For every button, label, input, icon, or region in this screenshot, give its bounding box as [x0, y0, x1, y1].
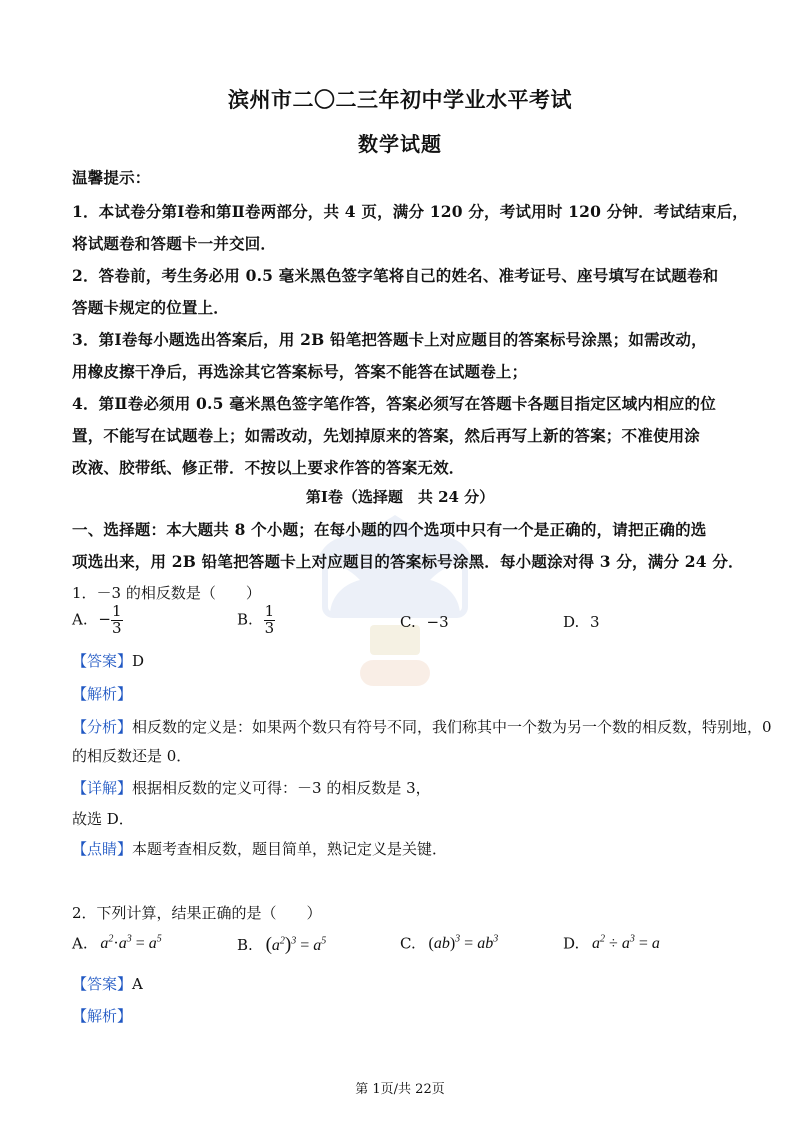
section-title: 第Ⅰ卷（选择题 共 24 分） [305, 488, 495, 506]
q1-option-a [72, 604, 123, 637]
option-label: A. [72, 934, 88, 953]
option-label: C. [400, 613, 416, 631]
expression-b: $(a^2)^3 = a^5$ [265, 934, 327, 955]
q1-choose: 故选 D． [72, 810, 134, 828]
tip-line: 置，不能写在试题卷上；如需改动，先划掉原来的答案，然后再写上新的答案；不准使用涂 [72, 426, 701, 445]
q1-option-c [400, 613, 449, 631]
section-intro-line: 一、选择题：本大题共 8 个小题；在每小题的四个选项中只有一个是正确的，请把正确的选 [72, 520, 707, 539]
q2-option-a [72, 934, 162, 953]
question-1-stem: 1．－3 的相反数是（ ） [72, 584, 261, 602]
q1-detail [72, 777, 431, 798]
denominator: 3 [264, 618, 275, 637]
comment-tag: 【点睛】 [72, 840, 133, 858]
option-label: D. [563, 934, 580, 953]
fenxi-text: 相反数的定义是：如果两个数只有符号不同，我们称其中一个数为另一个数的相反数，特别地，0 [132, 718, 772, 736]
q1-answer [72, 650, 144, 671]
tip-line: 4．第Ⅱ卷必须用 0.5 毫米黑色签字笔作答，答案必须写在答题卡各题目指定区域内相应的位 [72, 394, 716, 413]
q2-option-d [563, 934, 660, 953]
tip-line: 2．答卷前，考生务必用 0.5 毫米黑色签字笔将自己的姓名、准考证号、座号填写在试题卷和 [72, 266, 719, 285]
section-intro-line: 项选出来，用 2B 铅笔把答题卡上对应题目的答案标号涂黑．每小题涂对得 3 分，满分 24 分． [72, 552, 744, 571]
answer-value: A [132, 975, 143, 993]
comment-text: 本题考查相反数，题目简单，熟记定义是关键． [132, 840, 448, 858]
minus-sign: − [98, 610, 111, 629]
option-value: −3 [426, 613, 449, 631]
q1-option-d [563, 613, 600, 631]
tip-line: 3．第Ⅰ卷每小题选出答案后，用 2B 铅笔把答题卡上对应题目的答案标号涂黑；如需改动， [72, 330, 707, 349]
denominator: 3 [111, 618, 122, 637]
tips-heading: 温馨提示： [72, 168, 151, 187]
detail-text: 根据相反数的定义可得：－3 的相反数是 3， [132, 779, 431, 797]
fenxi-tag: 【分析】 [72, 718, 133, 736]
option-label: A. [72, 610, 88, 629]
expression-a: $a^2\cdot a^3 = a^5$ [100, 934, 162, 953]
expression-c: $(ab)^3 = ab^3$ [428, 934, 499, 953]
tip-line: 答题卡规定的位置上． [72, 298, 230, 317]
option-label: D. [563, 613, 580, 631]
fraction [111, 604, 123, 637]
exam-title: 滨州市二〇二三年初中学业水平考试 [228, 87, 572, 112]
q1-option-b [237, 604, 275, 637]
q2-option-c [400, 934, 498, 953]
tip-line: 1．本试卷分第Ⅰ卷和第Ⅱ卷两部分，共 4 页，满分 120 分，考试用时 120 分钟．考试结束后， [72, 202, 748, 221]
option-label: B. [237, 936, 253, 954]
option-value: 3 [590, 613, 600, 631]
expression-d: $a^2 \div a^3 = a$ [592, 934, 660, 953]
numerator: 1 [264, 602, 275, 620]
option-label: B. [237, 610, 253, 629]
answer-tag: 【答案】 [72, 975, 133, 993]
numerator: 1 [111, 602, 122, 620]
page-footer: 第 1页/共 22页 [355, 1082, 445, 1097]
q1-comment [72, 838, 447, 859]
q1-fenxi-cont: 的相反数还是 0． [72, 747, 192, 765]
tip-line: 改液、胶带纸、修正带．不按以上要求作答的答案无效． [72, 458, 465, 477]
exam-subtitle: 数学试题 [358, 132, 442, 156]
answer-tag: 【答案】 [72, 652, 133, 670]
q1-analysis-tag: 【解析】 [72, 685, 133, 703]
q2-answer [72, 973, 143, 994]
option-label: C. [400, 934, 416, 953]
q1-fenxi [72, 716, 772, 737]
answer-value: D [132, 652, 145, 670]
tip-line: 用橡皮擦干净后，再选涂其它答案标号，答案不能答在试题卷上； [72, 362, 528, 381]
fraction [264, 604, 276, 637]
q2-analysis-tag: 【解析】 [72, 1007, 133, 1025]
question-2-stem: 2．下列计算，结果正确的是（ ） [72, 904, 322, 922]
tip-line: 将试题卷和答题卡一并交回． [72, 234, 277, 253]
detail-tag: 【详解】 [72, 779, 133, 797]
q2-option-b [237, 934, 326, 956]
